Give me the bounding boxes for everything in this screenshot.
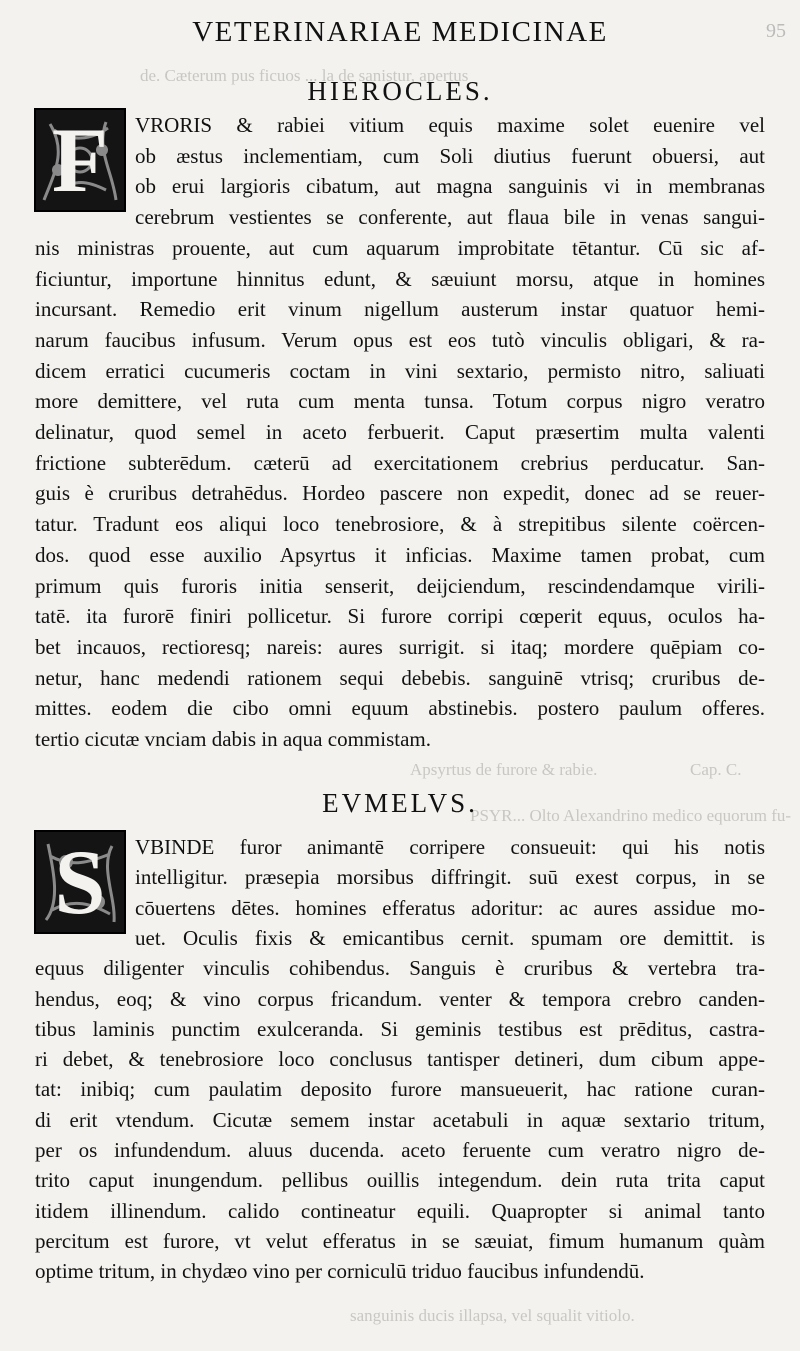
- text-line: dicem erratici cucumeris coctam in vini sextario, permisto nitro, saliuati: [35, 358, 765, 383]
- text-line: VRORIS & rabiei vitium equis maxime solet euenire vel: [135, 113, 765, 137]
- running-header: VETERINARIAE MEDICINAE: [192, 16, 608, 48]
- text-line: percitum est furore, vt velut efferatus in se sæuiat, fimum humanum quàm: [35, 1228, 765, 1253]
- bleed-through-text-mid: Apsyrtus de furore & rabie.: [410, 760, 598, 779]
- text-line: frictione subterēdum. cæterū ad exercitationem crebrius perducatur. San-: [35, 450, 765, 475]
- text-line: tertio cicutæ vnciam dabis in aqua commistam.: [35, 727, 431, 751]
- bleed-through-text-mid-right: Cap. C.: [690, 760, 742, 779]
- text-line: netur, hanc medendi rationem sequi debebis. sanguinē vtrisq; cruribus de-: [35, 665, 765, 690]
- text-line: equus diligenter vinculis cohibendus. Sanguis è cruribus & vertebra tra-: [35, 956, 765, 981]
- text-line: uet. Oculis fixis & emicantibus cernit. spumam ore demittit. is: [135, 925, 765, 950]
- initial-letter: S: [54, 831, 106, 933]
- text-line: ri debet, & tenebrosiore loco conclusus tantisper detineri, dum cibum appe-: [35, 1047, 765, 1072]
- text-line: di erit vtendum. Cicutæ semem instar acetabuli in aquæ sextario tritum,: [35, 1107, 765, 1132]
- text-line: tatur. Tradunt eos aliqui loco tenebrosiore, & à strepitibus silente coërcen-: [35, 512, 765, 537]
- text-line: narum faucibus infusum. Verum opus est eos tutò vinculis obligari, & ra-: [35, 327, 765, 352]
- text-line: cōuertens dētes. homines efferatus adoritur: ac aures assidue mo-: [135, 895, 765, 920]
- bleed-through-text-top: de. Cæterum pus ficuos ... la de sanistur, apertus: [140, 66, 469, 85]
- text-line: intelligitur. præsepia morsibus diffringit. suū exest corpus, in se: [135, 865, 765, 890]
- text-line: mittes. eodem die cibo omni equum abstinebis. postero paulum offeres.: [35, 696, 765, 721]
- ornamental-initial-f: [34, 108, 126, 212]
- ornamental-initial-s: [34, 830, 126, 934]
- text-line: tibus laminis punctim exulceranda. Si geminis testibus est prēditus, castra-: [35, 1016, 765, 1041]
- text-line: tatē. ita furorē finiri pollicetur. Si furore corripi cœperit equus, oculos ha-: [35, 604, 765, 629]
- text-line: ficiuntur, importune hinnitus edunt, & sæuiunt morsu, atque in homines: [35, 266, 765, 291]
- text-line: optime tritum, in chydæo vino per corniculū triduo faucibus infundendū.: [35, 1259, 645, 1284]
- initial-letter: F: [51, 109, 109, 211]
- text-line: cerebrum vestientes se conferente, aut flaua bile in venas sangui-: [135, 205, 765, 230]
- text-line: guis è cruribus detrahēdus. Hordeo pascere non expedit, donec ad se reuer-: [35, 481, 765, 506]
- text-line: dos. quod esse auxilio Apsyrtus it inficias. Maxime tamen probat, cum: [35, 542, 765, 567]
- text-line: delinatur, quod semel in aceto ferbuerit. Caput præsertim multa valenti: [35, 420, 765, 444]
- section-title-eumelus: EVMELVS.: [322, 788, 478, 818]
- text-line: incursant. Remedio erit vinum nigellum austerum instar quatuor hemi-: [35, 297, 765, 322]
- text-line: ob æstus inclementiam, cum Soli diutius fuerunt obuersi, aut: [135, 143, 765, 168]
- bleed-through-text-mid2: PSYR... Olto Alexandrino medico equorum fu-: [470, 806, 792, 825]
- text-line: tat: inibiq; cum paulatim deposito furore mansueuerit, hac ratione curan-: [35, 1077, 765, 1102]
- text-line: trito caput inungendum. pellibus ouillis integendum. dein ruta trita caput: [35, 1168, 765, 1193]
- text-line: primum quis furoris initia senserit, deijciendum, rescindendamque virili-: [35, 573, 765, 598]
- text-line: nis ministras prouente, aut cum aquarum improbitate tētantur. Cū sic af-: [35, 235, 765, 260]
- bleed-through-text-bottom: sanguinis ducis illapsa, vel squalit vitiolo.: [350, 1306, 635, 1325]
- text-line: per os infundendum. aluus ducenda. aceto feruente cum veratro nigro de-: [35, 1138, 765, 1162]
- text-line: ob erui largioris cibatum, aut magna sanguinis vi in membranas: [135, 174, 765, 199]
- text-line: VBINDE furor animantē corripere consueuit: qui his notis: [135, 835, 765, 859]
- text-line: more demittere, vel ruta cum menta tunsa. Totum corpus nigro veratro: [35, 389, 765, 414]
- text-line: hendus, eoq; & vino corpus fricandum. venter & tempora crebro canden-: [35, 986, 765, 1011]
- text-line: itidem illinendum. calido contineatur equili. Quapropter si animal tanto: [35, 1198, 765, 1223]
- section-title-hierocles: HIEROCLES.: [307, 76, 493, 106]
- page-number: 95: [766, 20, 786, 42]
- text-line: bet incauos, rectioresq; nareis: aures surrigit. si itaq; mordere quēpiam co-: [35, 634, 765, 659]
